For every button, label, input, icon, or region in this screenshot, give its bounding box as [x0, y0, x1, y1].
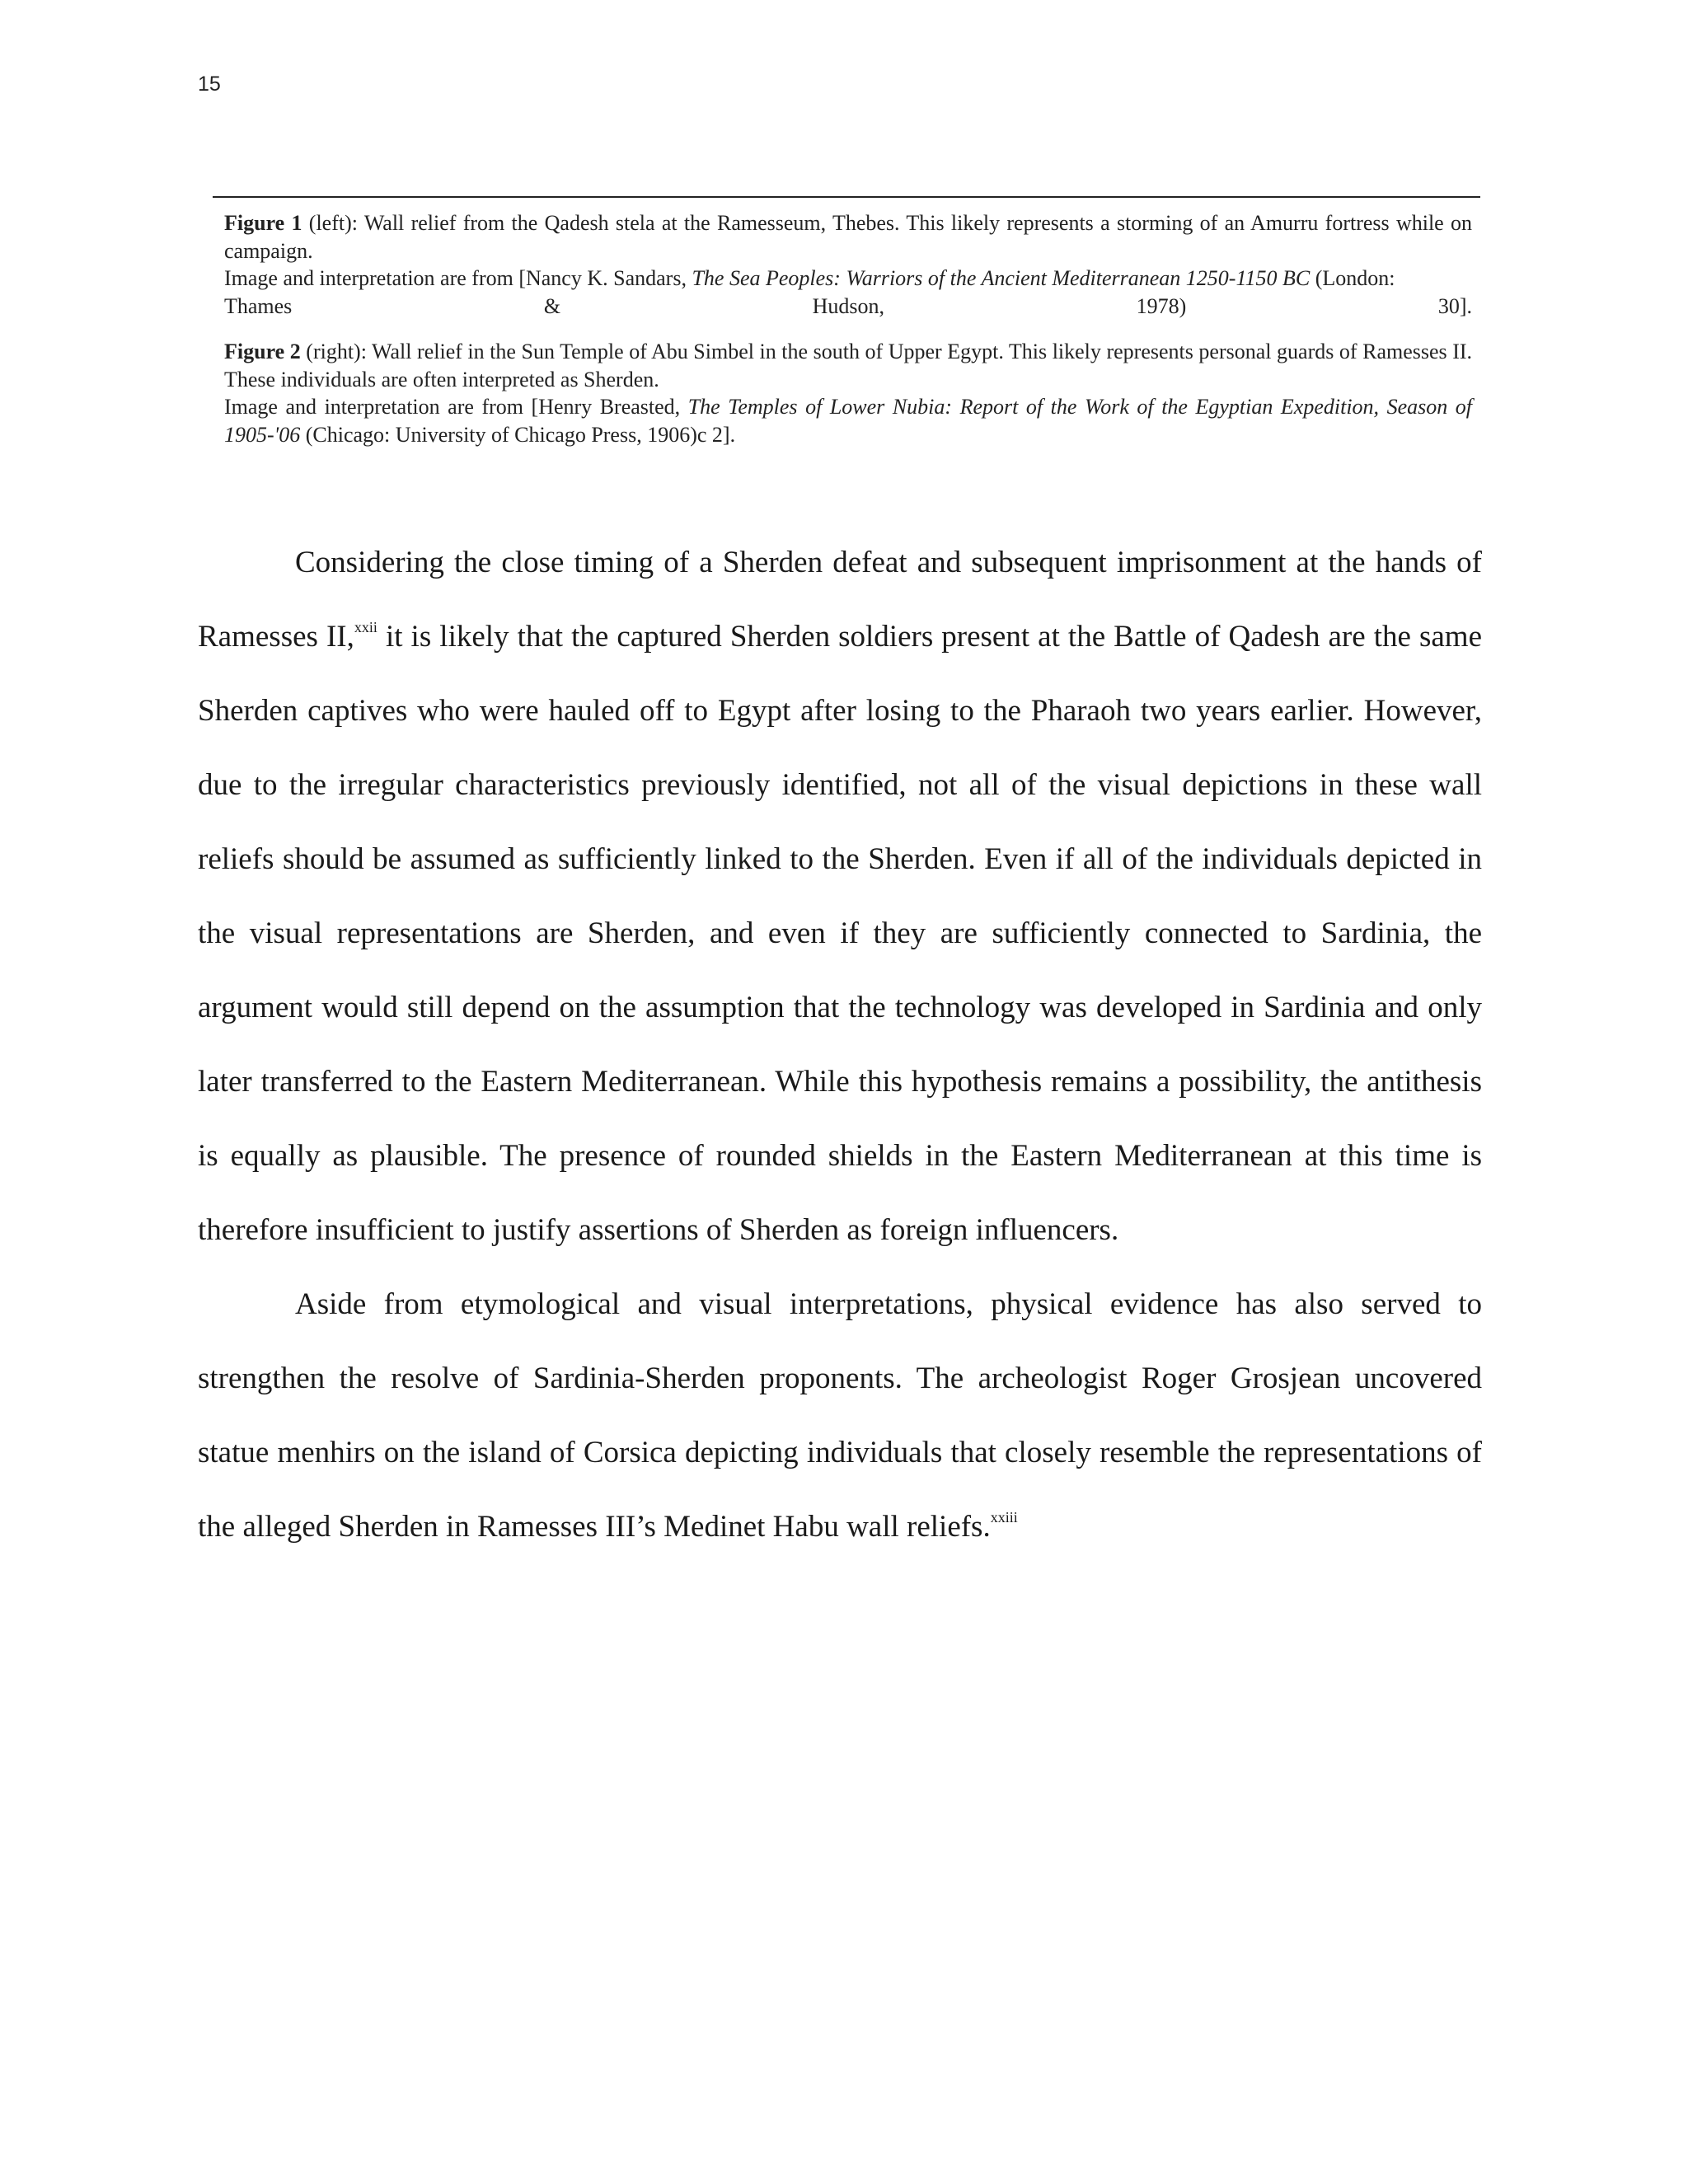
- figure-2-caption: [224, 338, 1472, 448]
- figure-2-label: Figure 2: [224, 340, 301, 363]
- figure-2-description: Wall relief in the Sun Temple of Abu Simbel in the south of Upper Egypt. This likely represents personal guards of Ramesses II. These individuals are often interpreted as Sherden.: [224, 340, 1473, 391]
- figure-1-source-part: &: [543, 293, 561, 318]
- figure-1-description-line: [224, 209, 1472, 265]
- figure-1-source-line: [224, 265, 1472, 293]
- body-text: [198, 526, 1482, 1564]
- endnote-marker-xxiii[interactable]: xxiii: [990, 1509, 1018, 1526]
- figure-1-source-part: Hudson,: [812, 293, 885, 318]
- paragraph-2: [198, 1268, 1482, 1564]
- paragraph-2-text: Aside from etymological and visual interpretations, physical evidence has also served to strengthen the resolve of Sardinia-Sherden proponents. The archeologist Roger Grosjean uncovered statue menhirs on the island of Corsica depicting individuals that closely resemble the representations of the alleged Sherden in Ramesses III’s Medinet Habu wall reliefs.: [198, 1287, 1482, 1544]
- figure-1-source-part: Thames: [224, 293, 293, 318]
- figure-2-position: (right):: [306, 340, 367, 363]
- figure-1-source-part: 30].: [1437, 293, 1472, 318]
- figure-1-position: (left):: [308, 211, 358, 235]
- paragraph-1: [198, 526, 1482, 1268]
- paragraph-1-rest: it is likely that the captured Sherden soldiers present at the Battle of Qadesh are the same Sherden captives who were hauled off to Egypt after losing to the Pharaoh two years earlier. However, due to the irregular characteristics previously identified, not all of the visual depictions in these wall reliefs should be assumed as sufficiently linked to the Sherden. Even if all of the individuals depicted in the visual representations are Sherden, and even if they are sufficiently connected to Sardinia, the argument would still depend on the assumption that the technology was developed in Sardinia and only later transferred to the Eastern Mediterranean. While this hypothesis remains a possibility, the antithesis is equally as plausible. The presence of rounded shields in the Eastern Mediterranean at this time is therefore insufficient to justify assertions of Sherden as foreign influencers.: [198, 620, 1482, 1247]
- figure-1-source-title: The Sea Peoples: Warriors of the Ancient Mediterranean 1250-1150 BC: [692, 266, 1311, 290]
- figure-2-source-pub: (Chicago: University of Chicago Press, 1906)c 2].: [305, 422, 736, 447]
- endnote-marker-xxii[interactable]: xxii: [354, 619, 377, 635]
- figure-captions: [213, 196, 1480, 466]
- figure-2-description-line: [224, 338, 1472, 393]
- page-number: 15: [198, 73, 221, 96]
- figure-2-source-intro: Image and interpretation are from [Henry Breasted,: [224, 395, 681, 419]
- figure-1-description: Wall relief from the Qadesh stela at the Ramesseum, Thebes. This likely represents a storming of an Amurru fortress while on campaign.: [224, 211, 1473, 263]
- figure-2-source-line: [224, 393, 1472, 448]
- figure-1-source-pub-start: (London:: [1315, 266, 1395, 290]
- figure-1-label: Figure 1: [224, 211, 302, 235]
- figure-1-caption: [224, 209, 1472, 320]
- figure-1-source-intro: Image and interpretation are from [Nancy K. Sandars,: [224, 266, 687, 290]
- figure-1-source-part: 1978): [1136, 293, 1187, 318]
- figure-2-source-title: The Temples of Lower Nubia: Report of the Work of the Egyptian Expedition, Season of 1905-'06: [224, 395, 1473, 447]
- paragraph-1-start: Considering the close timing of a Sherden defeat and subsequent imprisonment at the hands of Ramesses II,: [198, 546, 1482, 654]
- figure-1-source-tail: [224, 293, 1472, 321]
